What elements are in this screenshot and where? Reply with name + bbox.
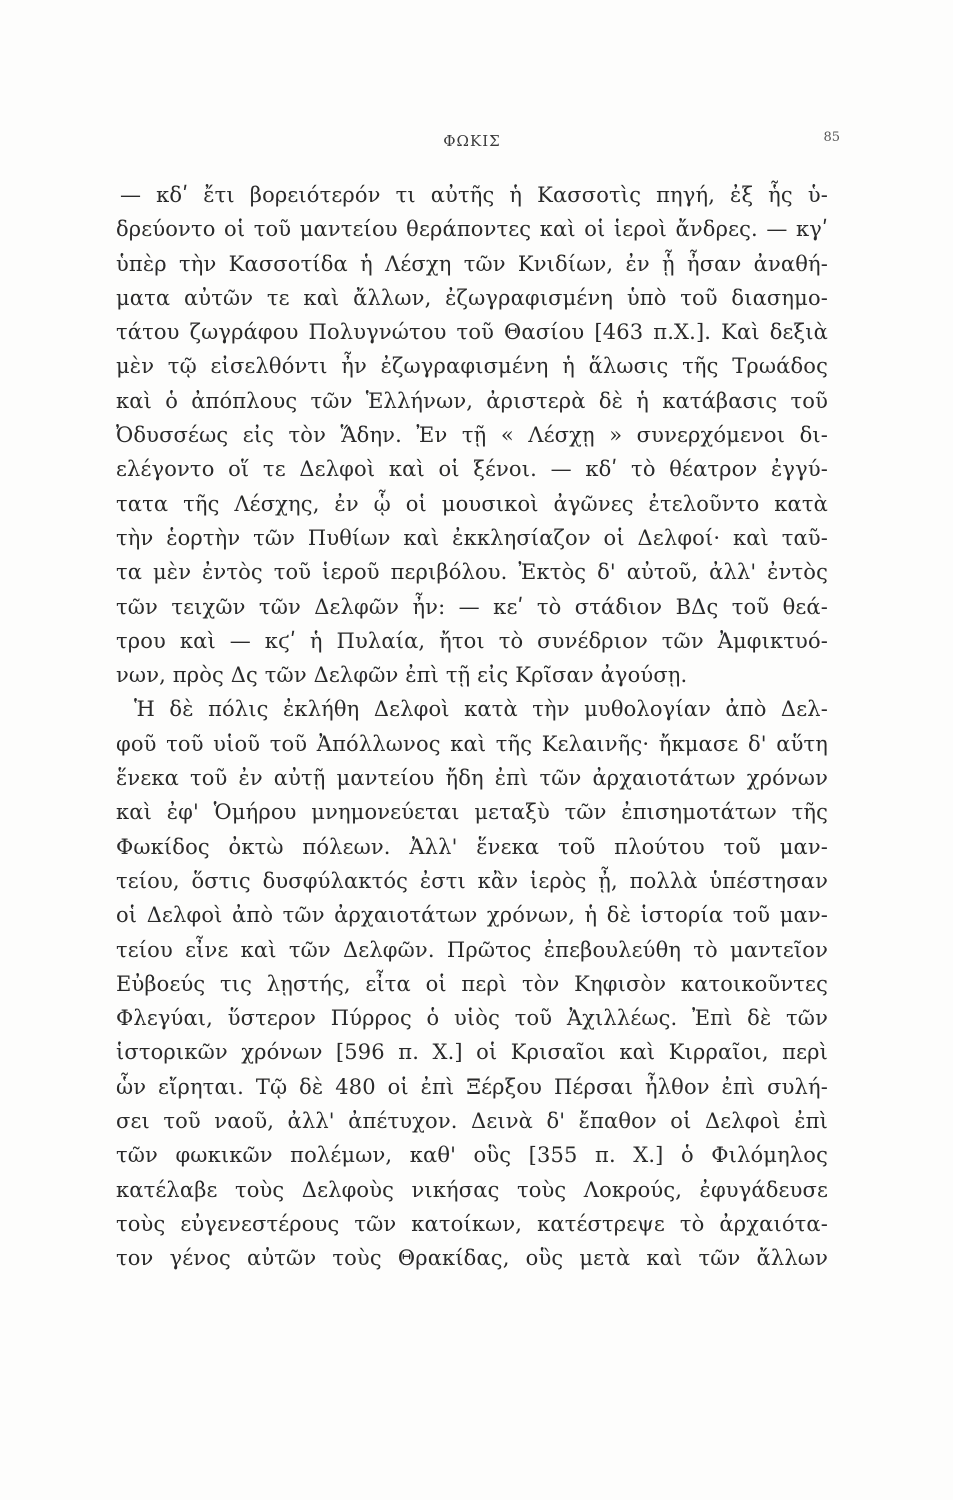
running-title: ΦΩΚΙΣ: [443, 132, 501, 150]
text-line: τείου, ὅστις δυσφύλακτός ἐστι κἂν ἱερὸς ᾖ, πολλὰ ὑπέστησαν: [116, 868, 828, 893]
body-text: [116, 178, 828, 1276]
text-line: Ὀδυσσέως εἰς τὸν Ἅδην. Ἐν τῇ « Λέσχῃ » συνερχόμενοι δι-: [116, 423, 828, 448]
text-line: καὶ ἐφ' Ὁμήρου μνημονεύεται μεταξὺ τῶν ἐπισημοτάτων τῆς: [116, 800, 828, 825]
text-line: τείου εἶνε καὶ τῶν Δελφῶν. Πρῶτος ἐπεβουλεύθη τὸ μαντεῖον: [116, 937, 828, 962]
text-line: τοὺς εὐγενεστέρους τῶν κατοίκων, κατέστρεψε τὸ ἀρχαιότα-: [116, 1211, 828, 1236]
text-line: Φλεγύαι, ὕστερον Πύρρος ὁ υἱὸς τοῦ Ἀχιλλέως. Ἐπὶ δὲ τῶν: [116, 1006, 828, 1031]
text-line: φοῦ τοῦ υἱοῦ τοῦ Ἀπόλλωνος καὶ τῆς Κελαινῆς· ἤκμασε δ' αὕτη: [116, 731, 828, 756]
text-line: τατα τῆς Λέσχης, ἐν ᾧ οἱ μουσικοὶ ἀγῶνες ἐτελοῦντο κατὰ: [116, 491, 828, 516]
text-line: Ἡ δὲ πόλις ἐκλήθη Δελφοὶ κατὰ τὴν μυθολογίαν ἀπὸ Δελ-: [134, 697, 828, 722]
text-line: τῶν φωκικῶν πολέμων, καθ' οὓς [355 π. Χ.] ὁ Φιλόμηλος: [116, 1143, 828, 1168]
text-line: τὴν ἑορτὴν τῶν Πυθίων καὶ ἐκκλησίαζον οἱ Δελφοί· καὶ ταῦ-: [116, 525, 828, 550]
text-line: ελέγοντο οἵ τε Δελφοὶ καὶ οἱ ξένοι. — κδʹ τὸ θέατρον ἐγγύ-: [116, 457, 828, 482]
text-line: τα μὲν ἐντὸς τοῦ ἱεροῦ περιβόλου. Ἐκτὸς δ' αὐτοῦ, ἀλλ' ἐντὸς: [116, 560, 828, 585]
text-line: τον γένος αὐτῶν τοὺς Θρακίδας, οὓς μετὰ καὶ τῶν ἄλλων: [116, 1246, 828, 1271]
text-line: τάτου ζωγράφου Πολυγνώτου τοῦ Θασίου [463 π.Χ.]. Καὶ δεξιὰ: [116, 320, 828, 345]
text-line: δρεύοντο οἱ τοῦ μαντείου θεράποντες καὶ οἱ ἱεροὶ ἄνδρες. — κγʹ: [116, 217, 828, 242]
page-number: 85: [823, 130, 840, 145]
text-line: Εὐβοεύς τις λῃστής, εἶτα οἱ περὶ τὸν Κηφισὸν κατοικοῦντες: [116, 971, 828, 996]
text-line: ὧν εἴρηται. Τῷ δὲ 480 οἱ ἐπὶ Ξέρξου Πέρσαι ἦλθον ἐπὶ συλή-: [116, 1074, 828, 1099]
text-line: τῶν τειχῶν τῶν Δελφῶν ἦν: — κεʹ τὸ στάδιον ΒΔς τοῦ θεά-: [116, 594, 828, 619]
text-line: ἕνεκα τοῦ ἐν αὐτῇ μαντείου ἤδη ἐπὶ τῶν ἀρχαιοτάτων χρόνων: [116, 766, 828, 791]
text-line: οἱ Δελφοὶ ἀπὸ τῶν ἀρχαιοτάτων χρόνων, ἡ δὲ ἱστορία τοῦ μαν-: [116, 903, 828, 928]
text-line: Φωκίδος ὀκτὼ πόλεων. Ἀλλ' ἕνεκα τοῦ πλούτου τοῦ μαν-: [116, 834, 828, 859]
text-line: κατέλαβε τοὺς Δελφοὺς νικήσας τοὺς Λοκρούς, ἐφυγάδευσε: [116, 1177, 828, 1202]
text-line: τρου καὶ — κϛʹ ἡ Πυλαία, ἤτοι τὸ συνέδριον τῶν Ἀμφικτυό-: [116, 628, 828, 653]
text-line: μὲν τῷ εἰσελθόντι ἦν ἐζωγραφισμένη ἡ ἅλωσις τῆς Τρωάδος: [116, 354, 828, 379]
text-line: σει τοῦ ναοῦ, ἀλλ' ἀπέτυχον. Δεινὰ δ' ἔπαθον οἱ Δελφοὶ ἐπὶ: [116, 1109, 828, 1134]
text-line: ὑπὲρ τὴν Κασσοτίδα ἡ Λέσχη τῶν Κνιδίων, ἐν ᾗ ἦσαν ἀναθή-: [116, 251, 828, 276]
text-line: ματα αὐτῶν τε καὶ ἄλλων, ἐζωγραφισμένη ὑπὸ τοῦ διασημο-: [116, 285, 828, 310]
text-line: ἱστορικῶν χρόνων [596 π. Χ.] οἱ Κρισαῖοι καὶ Κιρραῖοι, περὶ: [116, 1040, 828, 1065]
running-head: [112, 130, 840, 156]
text-line: νων, πρὸς Δς τῶν Δελφῶν ἐπὶ τῇ εἰς Κρῖσαν ἀγούσῃ.: [116, 663, 688, 688]
text-line: — κδʹ ἔτι βορειότερόν τι αὐτῆς ἡ Κασσοτὶς πηγή, ἐξ ἧς ὑ-: [120, 183, 828, 207]
text-line: καὶ ὁ ἀπόπλους τῶν Ἑλλήνων, ἀριστερὰ δὲ ἡ κατάβασις τοῦ: [116, 388, 828, 413]
